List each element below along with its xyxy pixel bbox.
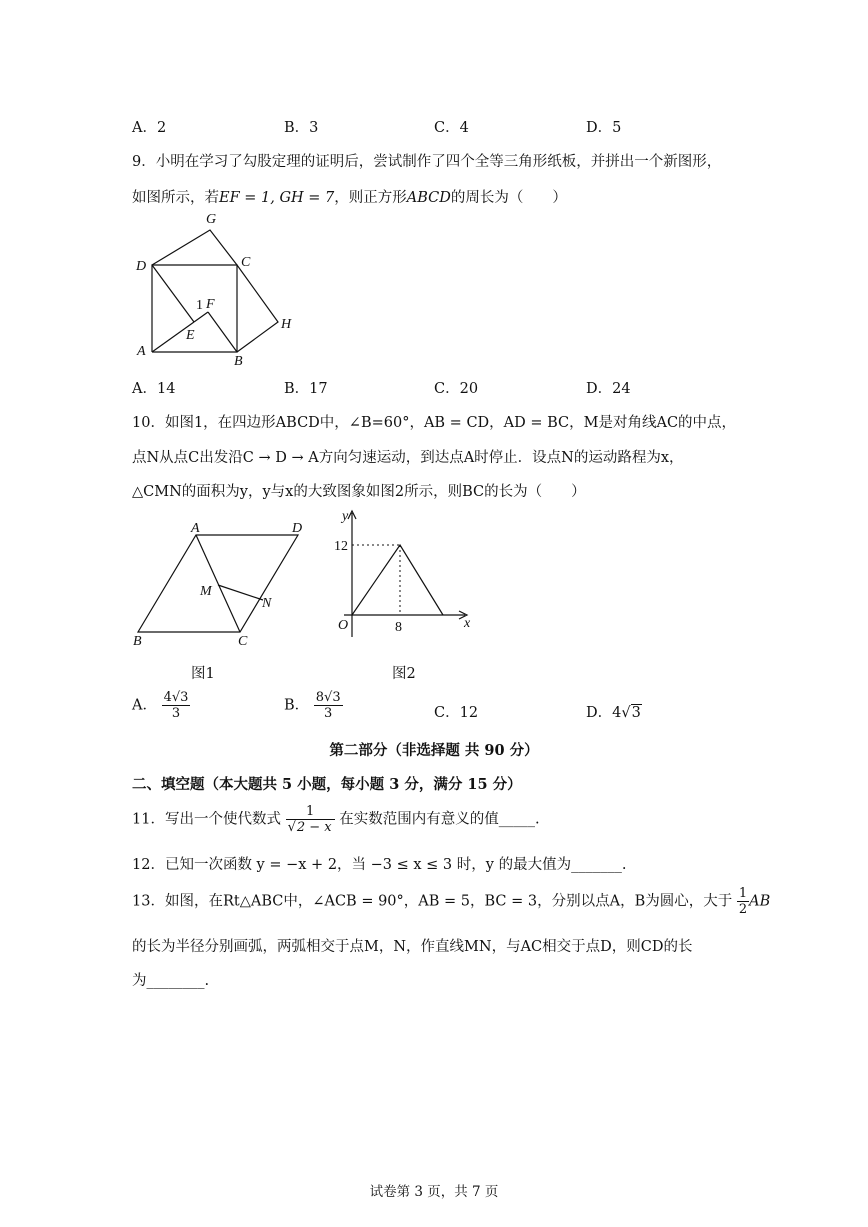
q10-fig2-label-8: 8 (395, 620, 402, 635)
q10-option-b-fraction (314, 690, 343, 721)
q10-fig2-label-12: 12 (334, 539, 348, 554)
q10-fig2-label-x: x (464, 616, 471, 631)
q10-option-d: D．4√3 (586, 705, 641, 721)
q10-fig1-label-b: B (133, 634, 142, 649)
q9-label-b: B (234, 354, 243, 369)
q11-denominator: √2 − x (287, 820, 332, 835)
q10-option-b-prefix: B． (284, 697, 310, 714)
q13-half-numerator: 1 (738, 886, 748, 901)
q10-fig2-label-o: O (338, 618, 349, 633)
q9-line2-mid: ，则正方形 (334, 190, 407, 206)
q10-line2: 点N从点C出发沿C → D → A方向匀速运动，到达点A时停止．设点N的运动路程为x， (132, 450, 684, 466)
q11 (132, 804, 540, 835)
q10-option-d-coefficient: 4 (612, 705, 622, 721)
q10-option-a-numerator: 4√3 (163, 690, 189, 705)
q9-label-a: A (137, 344, 146, 359)
q9-figure (130, 205, 310, 370)
q10-fig1-label-d: D (292, 521, 303, 536)
q9-line2-pre: 如图所示，若 (132, 190, 219, 206)
q10-fig1-caption: 图1 (191, 666, 215, 682)
q12: 12．已知一次函数 y = −x + 2，当 −3 ≤ x ≤ 3 时，y 的最大值为_______. (132, 857, 627, 873)
q10-option-a-denominator: 3 (171, 706, 181, 721)
q10-option-d-prefix: D． (586, 705, 613, 721)
part2-title: 第二部分（非选择题 共 90 分） (329, 742, 539, 759)
q9-label-f: F (206, 297, 215, 312)
q10-option-b-denominator: 3 (324, 706, 333, 721)
q9-label-d: D (136, 259, 147, 274)
q8-option-b: B．3 (284, 120, 319, 136)
q9-condition: EF = 1, GH = 7 (219, 190, 335, 206)
q13-line1 (132, 886, 770, 917)
q10-figure-1 (128, 515, 318, 650)
q9-label-g: G (206, 212, 217, 227)
q10-fig1-label-m: M (200, 584, 212, 599)
q8-option-c: C．4 (434, 120, 469, 136)
q9-option-c: C．20 (434, 381, 479, 397)
q10-fig1-label-n: N (262, 596, 272, 611)
q8-option-a: A．2 (132, 120, 167, 136)
q10-option-a-fraction (162, 690, 191, 721)
q9-label-e: E (186, 328, 195, 343)
q10-fig2-label-y: y (342, 509, 349, 524)
q10-line3: △CMN的面积为y，y与x的大致图象如图2所示，则BC的长为（ ） (132, 484, 586, 500)
q10-option-d-radicand: 3 (631, 705, 641, 721)
q9-square-name: ABCD (406, 190, 451, 206)
q10-option-b (284, 690, 343, 721)
q10-fig1-label-a: A (191, 521, 200, 536)
q9-label-c: C (241, 255, 251, 270)
q8-option-d: D．5 (586, 120, 622, 136)
q11-fraction (286, 804, 335, 835)
q11-pre: 11．写出一个使代数式 (132, 811, 281, 828)
q10-fig2-caption: 图2 (392, 666, 416, 682)
q10-option-a (132, 690, 190, 721)
q9-line2-post: 的周长为（ ） (450, 190, 567, 206)
q9-option-b: B．17 (284, 381, 328, 397)
q10-fig1-label-c: C (238, 634, 248, 649)
q9-option-a: A．14 (132, 381, 176, 397)
q13-line1-post: AB (749, 893, 771, 910)
q10-option-a-prefix: A． (132, 697, 157, 714)
q13-line1-pre: 13．如图，在Rt△ABC中，∠ACB = 90°，AB = 5，BC = 3，分别以点A，B为圆心，大于 (132, 893, 733, 910)
q11-post: 在实数范围内有意义的值_____. (339, 811, 540, 828)
q10-line1: 10．如图1，在四边形ABCD中，∠B=60°，AB = CD，AD = BC，M是对角线AC的中点， (132, 415, 737, 431)
q13-line3: 为________. (132, 973, 210, 989)
q13-half-fraction (737, 886, 749, 917)
q9-line2 (132, 186, 567, 207)
q13-half-denominator: 2 (738, 902, 748, 917)
q11-radicand: 2 − x (296, 820, 332, 835)
q10-figure-2 (330, 505, 480, 645)
q10-option-c: C．12 (434, 705, 479, 721)
q9-option-d: D．24 (586, 381, 631, 397)
q9-line1: 9．小明在学习了勾股定理的证明后，尝试制作了四个全等三角形纸板，并拼出一个新图形， (132, 154, 722, 170)
q10-option-b-numerator: 8√3 (315, 690, 341, 705)
q13-line2: 的长为半径分别画弧，两弧相交于点M，N，作直线MN，与AC相交于点D，则CD的长 (132, 939, 693, 955)
q11-numerator: 1 (286, 804, 335, 820)
q9-label-1: 1 (196, 298, 203, 313)
section2-title: 二、填空题（本大题共 5 小题，每小题 3 分，满分 15 分） (132, 776, 522, 793)
page-footer: 试卷第 3 页，共 7 页 (369, 1184, 499, 1200)
q9-label-h: H (281, 317, 292, 332)
